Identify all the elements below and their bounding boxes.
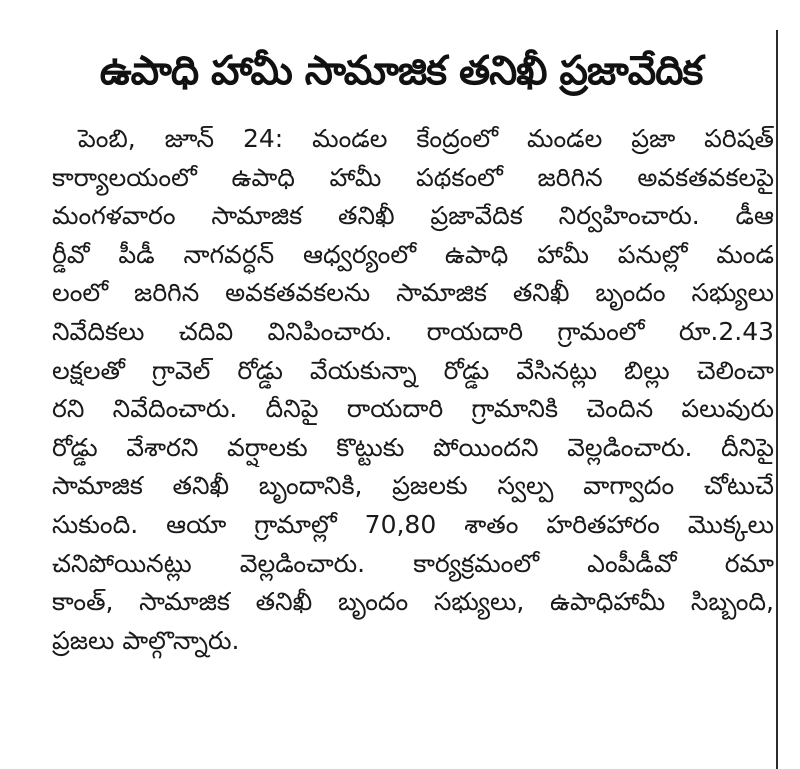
article-body [52,120,774,660]
article-line: సుకుంది. ఆయా గ్రామాల్లో 70,80 శాతం హరితహారం మొక్కలు [52,509,774,539]
article-line: ప్రజలు పాల్గొన్నారు. [52,625,240,655]
article-line: ర్డీవో పీడీ నాగవర్ధన్ ఆధ్వర్యంలో ఉపాధి హామీ పనుల్లో మండ [52,239,774,269]
article-line: మంగళవారం సామాజిక తనిఖీ ప్రజావేదిక నిర్వహించారు. డీఆ [52,201,774,231]
article-line: రని నివేదించారు. దీనిపై రాయదారి గ్రామానికి చెందిన పలువురు [52,394,774,424]
article-headline: ఉపాధి హామీ సామాజిక తనిఖీ ప్రజావేదిక [99,48,703,94]
article-line: లంలో జరిగిన అవకతవకలను సామాజిక తనిఖీ బృందం సభ్యులు [52,278,774,308]
article-line: కార్యాలయంలో ఉపాధి హామీ పథకంలో జరిగిన అవకతవకలపై [52,162,774,192]
article-line: సామాజిక తనిఖీ బృందానికి, ప్రజలకు స్వల్ప వాగ్వాదం చోటుచే [52,471,774,501]
article-line: లక్షలతో గ్రావెల్ రోడ్డు వేయకున్నా రోడ్డు వేసినట్లు బిల్లు చెలించా [52,355,774,385]
column-divider [776,30,778,769]
article-line: రోడ్డు వేశారని వర్షాలకు కొట్టుకు పోయిందని వెల్లడించారు. దీనిపై [52,432,774,462]
article-line: నివేదికలు చదివి వినిపించారు. రాయదారి గ్రామంలో రూ.2.43 [52,316,774,346]
article-line: చనిపోయినట్లు వెల్లడించారు. కార్యక్రమంలో ఎంపీడీవో రమా [52,548,774,578]
article-line: పెంబి, జూన్ 24: మండల కేంద్రంలో మండల ప్రజా పరిషత్ [78,124,774,153]
article-line: కాంత్, సామాజిక తనిఖీ బృందం సభ్యులు, ఉపాధిహామీ సిబ్బంది, [52,587,774,617]
